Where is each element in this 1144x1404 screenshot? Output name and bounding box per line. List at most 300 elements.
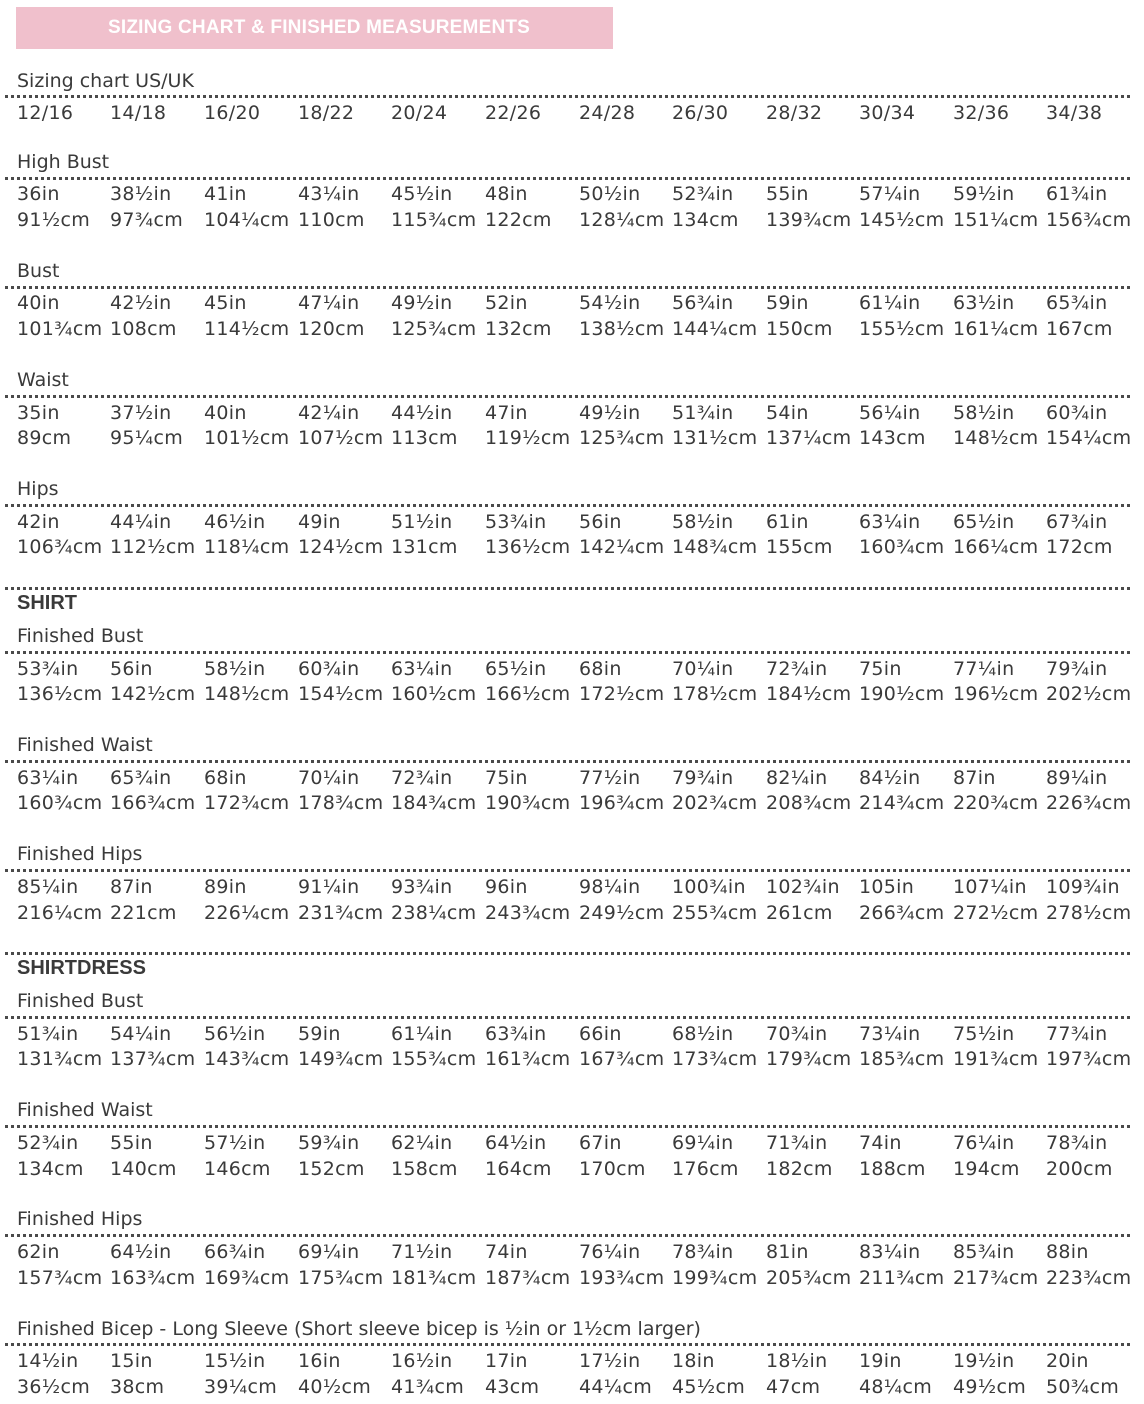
table-cell: 63¼in <box>391 658 453 680</box>
measurement-label-finished-waist: Finished Waist <box>17 734 153 756</box>
measurement-label-finished-waist: Finished Waist <box>17 1099 153 1121</box>
table-cell: 65½in <box>485 658 547 680</box>
table-cell: 69¼in <box>298 1241 360 1263</box>
table-cell: 40½cm <box>298 1376 372 1398</box>
table-cell: 249½cm <box>579 902 665 924</box>
table-row <box>0 1156 1144 1182</box>
table-cell: 138½cm <box>579 318 665 340</box>
table-cell: 112½cm <box>110 536 196 558</box>
table-cell: 97¾cm <box>110 209 184 231</box>
table-cell: 16in <box>298 1350 341 1372</box>
table-cell: 71½in <box>391 1241 453 1263</box>
table-cell: 15in <box>110 1350 153 1372</box>
table-cell: 167cm <box>1046 318 1113 340</box>
table-cell: 20/24 <box>391 102 448 124</box>
table-cell: 58½in <box>672 511 734 533</box>
measurement-label-finished-bicep-long-sleeve-short-sleeve-: Finished Bicep - Long Sleeve (Short sleeve bicep is ½in or 1½cm larger) <box>17 1318 701 1340</box>
table-row <box>0 1348 1144 1374</box>
table-cell: 158cm <box>391 1158 458 1180</box>
table-row <box>0 1046 1144 1072</box>
table-cell: 54in <box>766 402 809 424</box>
table-cell: 87in <box>110 876 153 898</box>
table-cell: 170cm <box>579 1158 646 1180</box>
table-cell: 50¾cm <box>1046 1376 1120 1398</box>
table-cell: 109¾in <box>1046 876 1120 898</box>
table-cell: 53¾in <box>17 658 79 680</box>
table-cell: 63¼in <box>17 767 79 789</box>
measurement-label-bust: Bust <box>17 260 60 282</box>
table-cell: 163¾cm <box>110 1267 196 1289</box>
table-row <box>0 681 1144 707</box>
dotted-divider <box>5 869 1130 872</box>
table-cell: 58½in <box>953 402 1015 424</box>
table-cell: 56¾in <box>672 292 734 314</box>
measurement-label-high-bust: High Bust <box>17 151 110 173</box>
table-cell: 40in <box>17 292 60 314</box>
table-cell: 41¾cm <box>391 1376 465 1398</box>
table-cell: 214¾cm <box>859 792 945 814</box>
table-cell: 202¾cm <box>672 792 758 814</box>
table-cell: 56¼in <box>859 402 921 424</box>
table-cell: 226¼cm <box>204 902 290 924</box>
table-cell: 32/36 <box>953 102 1010 124</box>
table-cell: 64½in <box>110 1241 172 1263</box>
dotted-divider <box>5 1234 1130 1237</box>
table-cell: 52in <box>485 292 528 314</box>
table-cell: 85¾in <box>953 1241 1015 1263</box>
dotted-divider <box>5 1016 1130 1019</box>
table-cell: 81in <box>766 1241 809 1263</box>
table-cell: 148½cm <box>204 683 290 705</box>
table-cell: 18/22 <box>298 102 355 124</box>
table-cell: 63¾in <box>485 1023 547 1045</box>
table-row <box>0 290 1144 316</box>
table-cell: 61¾in <box>1046 183 1108 205</box>
table-cell: 19½in <box>953 1350 1015 1372</box>
table-row <box>0 181 1144 207</box>
table-cell: 202½cm <box>1046 683 1132 705</box>
table-cell: 149¾cm <box>298 1048 384 1070</box>
table-cell: 106¾cm <box>17 536 103 558</box>
table-cell: 140cm <box>110 1158 177 1180</box>
table-cell: 22/26 <box>485 102 542 124</box>
table-cell: 137¾cm <box>110 1048 196 1070</box>
table-cell: 15½in <box>204 1350 266 1372</box>
dotted-divider <box>5 95 1130 98</box>
table-cell: 70¼in <box>298 767 360 789</box>
table-cell: 51¾in <box>17 1023 79 1045</box>
table-cell: 131¾cm <box>17 1048 103 1070</box>
table-cell: 17in <box>485 1350 528 1372</box>
table-cell: 156¾cm <box>1046 209 1132 231</box>
table-row <box>0 207 1144 233</box>
table-cell: 114½cm <box>204 318 290 340</box>
table-cell: 120cm <box>298 318 365 340</box>
dotted-divider <box>5 395 1130 398</box>
table-cell: 59½in <box>953 183 1015 205</box>
table-cell: 102¾in <box>766 876 840 898</box>
table-cell: 49½in <box>579 402 641 424</box>
table-cell: 79¾in <box>1046 658 1108 680</box>
measurement-label-finished-hips: Finished Hips <box>17 843 143 865</box>
table-cell: 56½in <box>204 1023 266 1045</box>
table-cell: 52¾in <box>17 1132 79 1154</box>
table-cell: 160¾cm <box>17 792 103 814</box>
dotted-divider <box>5 286 1130 289</box>
table-cell: 61¼in <box>391 1023 453 1045</box>
table-cell: 134cm <box>17 1158 84 1180</box>
table-cell: 173¾cm <box>672 1048 758 1070</box>
table-cell: 82¼in <box>766 767 828 789</box>
table-cell: 161¾cm <box>485 1048 571 1070</box>
table-cell: 84½in <box>859 767 921 789</box>
table-cell: 78¾in <box>1046 1132 1108 1154</box>
table-cell: 56in <box>110 658 153 680</box>
table-cell: 64½in <box>485 1132 547 1154</box>
table-cell: 40in <box>204 402 247 424</box>
table-cell: 45in <box>204 292 247 314</box>
table-cell: 221cm <box>110 902 177 924</box>
table-cell: 61in <box>766 511 809 533</box>
table-cell: 12/16 <box>17 102 74 124</box>
table-cell: 30/34 <box>859 102 916 124</box>
table-cell: 35in <box>17 402 60 424</box>
table-cell: 190½cm <box>859 683 945 705</box>
chart-title: SIZING CHART & FINISHED MEASUREMENTS <box>108 17 531 38</box>
table-cell: 131cm <box>391 536 458 558</box>
table-cell: 60¾in <box>1046 402 1108 424</box>
table-cell: 65¾in <box>1046 292 1108 314</box>
table-cell: 166¾cm <box>110 792 196 814</box>
table-cell: 118¼cm <box>204 536 290 558</box>
table-cell: 77½in <box>579 767 641 789</box>
table-cell: 122cm <box>485 209 552 231</box>
table-cell: 125¾cm <box>579 427 665 449</box>
table-cell: 47cm <box>766 1376 821 1398</box>
table-cell: 143cm <box>859 427 926 449</box>
table-cell: 66¾in <box>204 1241 266 1263</box>
table-row <box>0 1021 1144 1047</box>
table-cell: 77¾in <box>1046 1023 1108 1045</box>
table-cell: 47¼in <box>298 292 360 314</box>
table-cell: 161¼cm <box>953 318 1039 340</box>
table-cell: 49½cm <box>953 1376 1027 1398</box>
table-cell: 98¼in <box>579 876 641 898</box>
table-cell: 115¾cm <box>391 209 477 231</box>
table-cell: 65½in <box>953 511 1015 533</box>
table-cell: 16½in <box>391 1350 453 1372</box>
table-cell: 59in <box>298 1023 341 1045</box>
table-cell: 57¼in <box>859 183 921 205</box>
table-cell: 62in <box>17 1241 60 1263</box>
table-cell: 74in <box>859 1132 902 1154</box>
table-cell: 104¼cm <box>204 209 290 231</box>
table-cell: 101¾cm <box>17 318 103 340</box>
table-cell: 146cm <box>204 1158 271 1180</box>
table-row <box>0 1130 1144 1156</box>
dotted-divider <box>5 1125 1130 1128</box>
table-cell: 148¾cm <box>672 536 758 558</box>
table-row <box>0 900 1144 926</box>
table-cell: 178½cm <box>672 683 758 705</box>
table-cell: 108cm <box>110 318 177 340</box>
table-cell: 107½cm <box>298 427 384 449</box>
table-cell: 16/20 <box>204 102 261 124</box>
table-row <box>0 1239 1144 1265</box>
table-cell: 157¾cm <box>17 1267 103 1289</box>
table-cell: 145½cm <box>859 209 945 231</box>
table-row <box>0 790 1144 816</box>
table-cell: 113cm <box>391 427 458 449</box>
table-cell: 95¼cm <box>110 427 184 449</box>
dotted-divider <box>5 952 1130 955</box>
table-cell: 49½in <box>391 292 453 314</box>
table-cell: 188cm <box>859 1158 926 1180</box>
table-cell: 52¾in <box>672 183 734 205</box>
table-cell: 272½cm <box>953 902 1039 924</box>
table-cell: 154½cm <box>298 683 384 705</box>
table-cell: 20in <box>1046 1350 1089 1372</box>
table-cell: 176cm <box>672 1158 739 1180</box>
table-cell: 148½cm <box>953 427 1039 449</box>
table-cell: 72¾in <box>391 767 453 789</box>
table-cell: 74in <box>485 1241 528 1263</box>
table-cell: 39¼cm <box>204 1376 278 1398</box>
table-cell: 71¾in <box>766 1132 828 1154</box>
table-cell: 67in <box>579 1132 622 1154</box>
dotted-divider <box>5 651 1130 654</box>
table-cell: 223¾cm <box>1046 1267 1132 1289</box>
table-cell: 53¾in <box>485 511 547 533</box>
table-cell: 110cm <box>298 209 365 231</box>
table-cell: 42in <box>17 511 60 533</box>
table-cell: 175¾cm <box>298 1267 384 1289</box>
table-cell: 78¾in <box>672 1241 734 1263</box>
section-heading-shirtdress: SHIRTDRESS <box>17 957 146 979</box>
table-cell: 124½cm <box>298 536 384 558</box>
table-row <box>0 534 1144 560</box>
table-cell: 142¼cm <box>579 536 665 558</box>
table-cell: 19in <box>859 1350 902 1372</box>
table-cell: 131½cm <box>672 427 758 449</box>
table-cell: 24/28 <box>579 102 636 124</box>
table-cell: 41in <box>204 183 247 205</box>
table-cell: 199¾cm <box>672 1267 758 1289</box>
table-cell: 172cm <box>1046 536 1113 558</box>
table-cell: 137¼cm <box>766 427 852 449</box>
table-cell: 132cm <box>485 318 552 340</box>
table-cell: 134cm <box>672 209 739 231</box>
table-cell: 65¾in <box>110 767 172 789</box>
table-cell: 54¼in <box>110 1023 172 1045</box>
table-cell: 76¼in <box>953 1132 1015 1154</box>
table-cell: 48in <box>485 183 528 205</box>
table-cell: 155½cm <box>859 318 945 340</box>
table-cell: 38cm <box>110 1376 165 1398</box>
table-cell: 17½in <box>579 1350 641 1372</box>
section-heading-shirt: SHIRT <box>17 592 77 614</box>
table-cell: 43cm <box>485 1376 540 1398</box>
table-cell: 72¾in <box>766 658 828 680</box>
table-cell: 44¼in <box>110 511 172 533</box>
table-cell: 26/30 <box>672 102 729 124</box>
table-cell: 100¾in <box>672 876 746 898</box>
table-cell: 105in <box>859 876 915 898</box>
table-cell: 42¼in <box>298 402 360 424</box>
table-cell: 160¾cm <box>859 536 945 558</box>
table-cell: 278½cm <box>1046 902 1132 924</box>
table-cell: 50½in <box>579 183 641 205</box>
table-cell: 125¾cm <box>391 318 477 340</box>
table-cell: 172¾cm <box>204 792 290 814</box>
table-cell: 75in <box>859 658 902 680</box>
measurement-label-finished-hips: Finished Hips <box>17 1208 143 1230</box>
table-cell: 196½cm <box>953 683 1039 705</box>
table-cell: 205¾cm <box>766 1267 852 1289</box>
table-cell: 178¾cm <box>298 792 384 814</box>
measurement-label-finished-bust: Finished Bust <box>17 990 144 1012</box>
table-cell: 182cm <box>766 1158 833 1180</box>
table-row <box>0 316 1144 342</box>
table-cell: 89¼in <box>1046 767 1108 789</box>
table-cell: 59¾in <box>298 1132 360 1154</box>
table-cell: 18½in <box>766 1350 828 1372</box>
table-cell: 193¾cm <box>579 1267 665 1289</box>
table-cell: 136½cm <box>485 536 571 558</box>
table-cell: 14½in <box>17 1350 79 1372</box>
table-cell: 36½cm <box>17 1376 91 1398</box>
table-cell: 87in <box>953 767 996 789</box>
table-cell: 38½in <box>110 183 172 205</box>
table-cell: 208¾cm <box>766 792 852 814</box>
table-cell: 152cm <box>298 1158 365 1180</box>
measurement-label-hips: Hips <box>17 478 59 500</box>
table-cell: 57½in <box>204 1132 266 1154</box>
table-cell: 56in <box>579 511 622 533</box>
table-cell: 36in <box>17 183 60 205</box>
table-cell: 18in <box>672 1350 715 1372</box>
dotted-divider <box>5 760 1130 763</box>
table-cell: 67¾in <box>1046 511 1108 533</box>
table-cell: 61¼in <box>859 292 921 314</box>
dotted-divider <box>5 587 1130 590</box>
table-cell: 142½cm <box>110 683 196 705</box>
dotted-divider <box>5 1343 1130 1346</box>
table-cell: 172½cm <box>579 683 665 705</box>
table-cell: 169¾cm <box>204 1267 290 1289</box>
table-cell: 88in <box>1046 1241 1089 1263</box>
table-row <box>0 1374 1144 1400</box>
table-cell: 47in <box>485 402 528 424</box>
table-cell: 191¾cm <box>953 1048 1039 1070</box>
table-cell: 96in <box>485 876 528 898</box>
table-cell: 75in <box>485 767 528 789</box>
table-cell: 179¾cm <box>766 1048 852 1070</box>
table-cell: 89in <box>204 876 247 898</box>
table-cell: 185¾cm <box>859 1048 945 1070</box>
table-cell: 68in <box>579 658 622 680</box>
table-row <box>0 765 1144 791</box>
table-cell: 91¼in <box>298 876 360 898</box>
table-cell: 255¾cm <box>672 902 758 924</box>
table-cell: 107¼in <box>953 876 1027 898</box>
table-cell: 184½cm <box>766 683 852 705</box>
table-cell: 54½in <box>579 292 641 314</box>
table-cell: 68in <box>204 767 247 789</box>
table-cell: 49in <box>298 511 341 533</box>
table-cell: 154¼cm <box>1046 427 1132 449</box>
table-cell: 231¾cm <box>298 902 384 924</box>
table-cell: 144¼cm <box>672 318 758 340</box>
table-cell: 243¾cm <box>485 902 571 924</box>
table-cell: 151¼cm <box>953 209 1039 231</box>
measurement-label-finished-bust: Finished Bust <box>17 625 144 647</box>
table-cell: 45½cm <box>672 1376 746 1398</box>
table-cell: 217¾cm <box>953 1267 1039 1289</box>
table-cell: 101½cm <box>204 427 290 449</box>
table-cell: 89cm <box>17 427 72 449</box>
table-cell: 60¾in <box>298 658 360 680</box>
table-cell: 194cm <box>953 1158 1020 1180</box>
table-cell: 51¾in <box>672 402 734 424</box>
table-cell: 184¾cm <box>391 792 477 814</box>
table-row <box>0 425 1144 451</box>
table-cell: 196¾cm <box>579 792 665 814</box>
table-cell: 45½in <box>391 183 453 205</box>
table-cell: 155cm <box>766 536 833 558</box>
table-cell: 211¾cm <box>859 1267 945 1289</box>
table-cell: 119½cm <box>485 427 571 449</box>
table-cell: 128¼cm <box>579 209 665 231</box>
table-cell: 69¼in <box>672 1132 734 1154</box>
table-cell: 63¼in <box>859 511 921 533</box>
table-cell: 220¾cm <box>953 792 1039 814</box>
table-cell: 42½in <box>110 292 172 314</box>
table-row <box>0 656 1144 682</box>
table-cell: 83¼in <box>859 1241 921 1263</box>
table-cell: 155¾cm <box>391 1048 477 1070</box>
table-cell: 34/38 <box>1046 102 1103 124</box>
table-cell: 181¾cm <box>391 1267 477 1289</box>
table-cell: 261cm <box>766 902 833 924</box>
table-cell: 167¾cm <box>579 1048 665 1070</box>
table-row <box>0 400 1144 426</box>
table-cell: 77¼in <box>953 658 1015 680</box>
table-cell: 62¼in <box>391 1132 453 1154</box>
table-row <box>0 874 1144 900</box>
table-cell: 266¾cm <box>859 902 945 924</box>
table-cell: 139¾cm <box>766 209 852 231</box>
table-cell: 37½in <box>110 402 172 424</box>
table-cell: 166¼cm <box>953 536 1039 558</box>
table-cell: 238¼cm <box>391 902 477 924</box>
table-cell: 51½in <box>391 511 453 533</box>
measurement-label-waist: Waist <box>17 369 69 391</box>
table-cell: 93¾in <box>391 876 453 898</box>
table-cell: 14/18 <box>110 102 167 124</box>
table-cell: 66in <box>579 1023 622 1045</box>
table-cell: 28/32 <box>766 102 823 124</box>
table-cell: 160½cm <box>391 683 477 705</box>
table-cell: 44¼cm <box>579 1376 653 1398</box>
measurement-label-sizing-chart-us-uk: Sizing chart US/UK <box>17 70 194 92</box>
table-row <box>0 1265 1144 1291</box>
table-cell: 70¼in <box>672 658 734 680</box>
table-row <box>0 509 1144 535</box>
table-cell: 76¼in <box>579 1241 641 1263</box>
table-cell: 150cm <box>766 318 833 340</box>
table-cell: 164cm <box>485 1158 552 1180</box>
